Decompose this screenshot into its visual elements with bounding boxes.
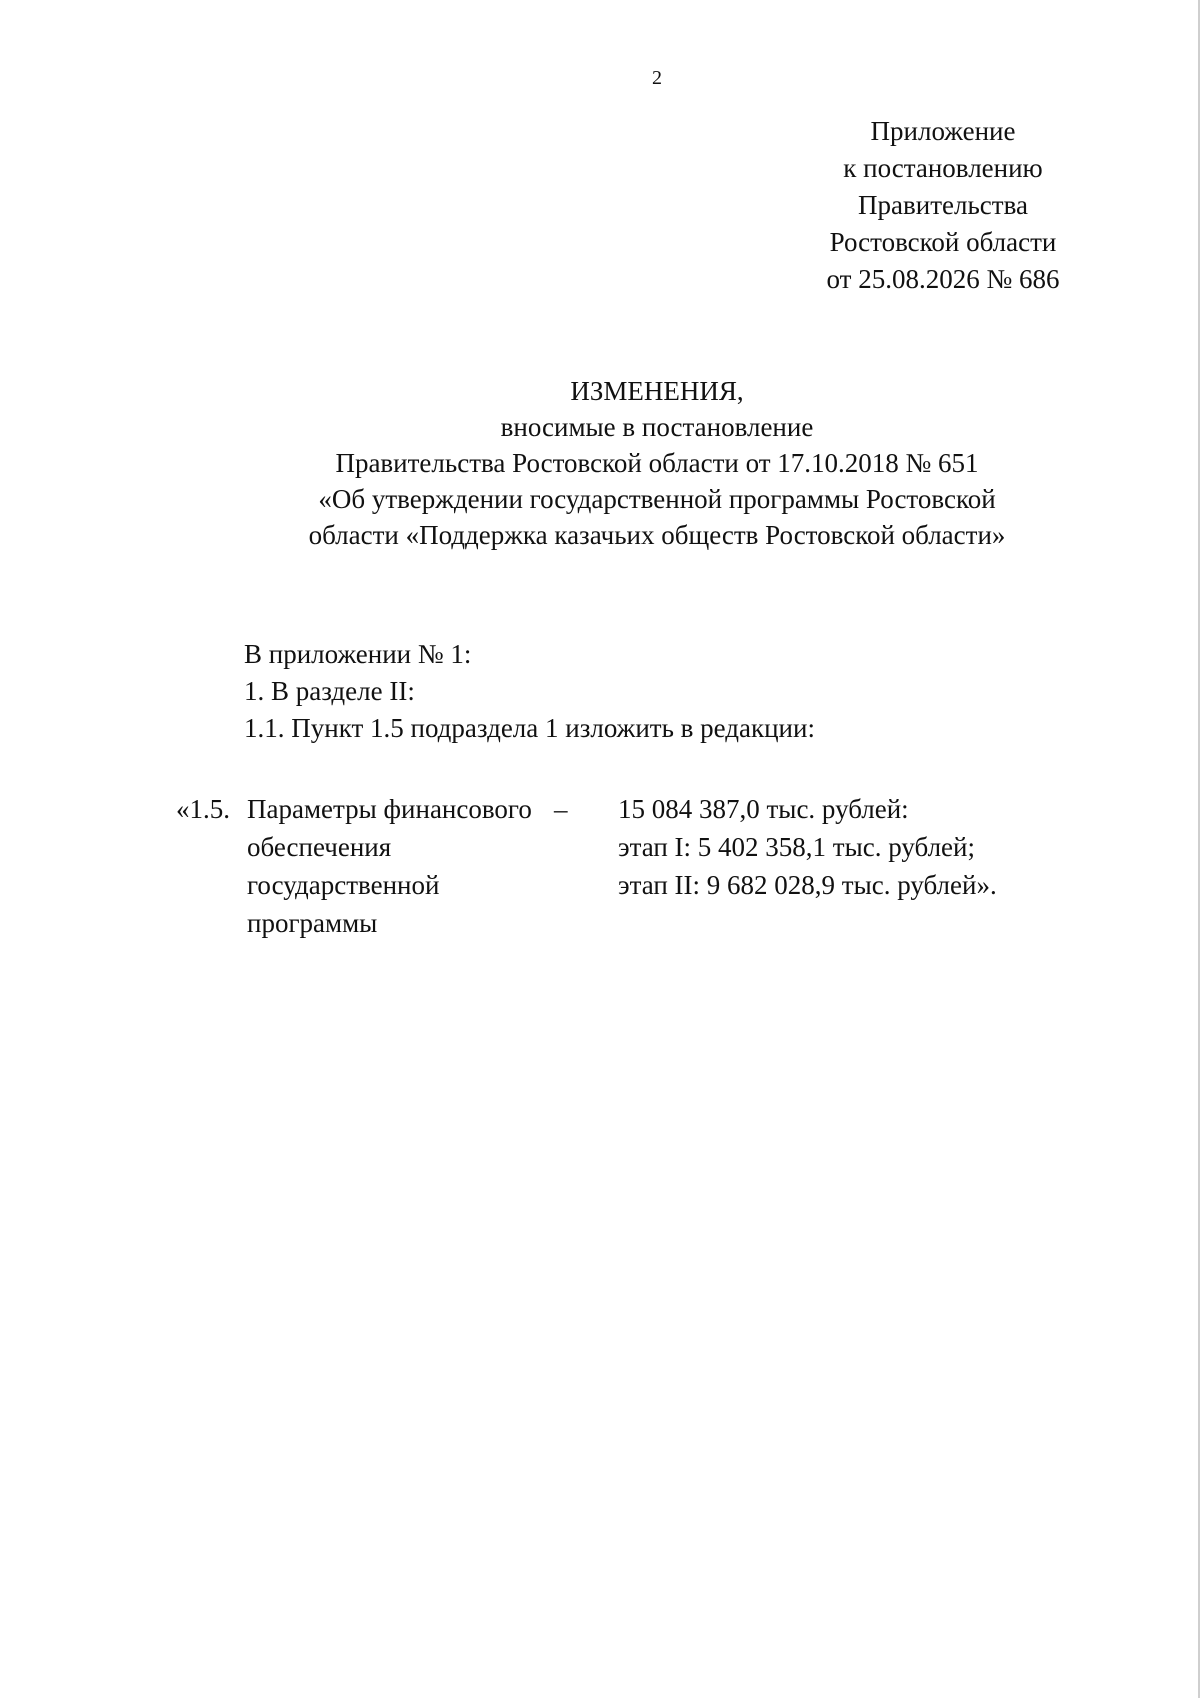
annex-line: Приложение [870, 116, 1016, 146]
parameter-value-line: этап II: 9 682 028,9 тыс. рублей». [618, 870, 997, 900]
parameter-label-line: обеспечения [247, 832, 392, 862]
title-line: вносимые в постановление [500, 412, 814, 442]
annex-line: к постановлению [843, 153, 1043, 183]
parameter-label-line: программы [247, 908, 378, 938]
title-line: «Об утверждении государственной программы Ростовской [318, 484, 996, 514]
parameter-value-line: этап I: 5 402 358,1 тыс. рублей; [618, 832, 975, 862]
parameter-label-line: государственной [247, 870, 440, 900]
title-line: Правительства Ростовской области от 17.10.2018 № 651 [335, 448, 979, 478]
page-number: 2 [652, 67, 662, 89]
annex-reference-block [780, 113, 1106, 298]
title-line: области «Поддержка казачьих обществ Ростовской области» [308, 520, 1006, 550]
annex-line: Ростовской области [829, 227, 1057, 257]
body-line: В приложении № 1: [244, 639, 472, 669]
document-title-block [220, 373, 1094, 553]
parameter-value-line: 15 084 387,0 тыс. рублей: [618, 794, 909, 824]
parameter-label [247, 790, 547, 942]
document-heading: ИЗМЕНЕНИЯ, [570, 376, 744, 406]
body-paragraphs [244, 636, 815, 747]
parameter-dash: – [554, 794, 568, 824]
annex-line: от 25.08.2026 № 686 [826, 264, 1060, 294]
parameter-label-line: Параметры финансового [247, 794, 532, 824]
annex-line: Правительства [858, 190, 1028, 220]
parameter-values [618, 790, 997, 904]
body-line: 1.1. Пункт 1.5 подраздела 1 изложить в редакции: [244, 713, 815, 743]
body-line: 1. В разделе II: [244, 676, 415, 706]
parameter-number: «1.5. [176, 794, 230, 824]
